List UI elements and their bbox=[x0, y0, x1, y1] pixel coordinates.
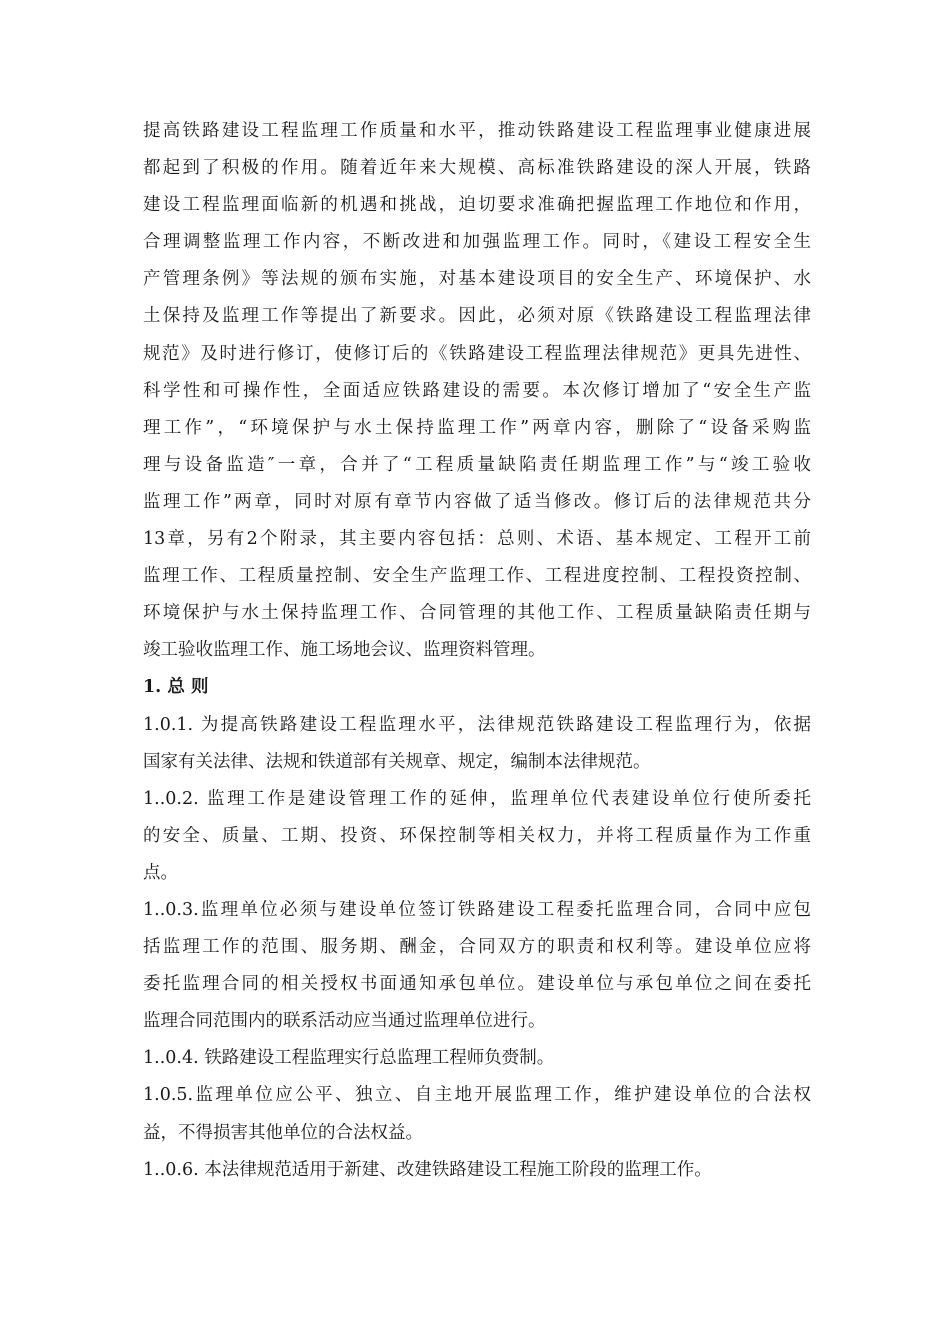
text-line: 都起到了积极的作用。随着近年来大规模、高标准铁路建设的深人开展，铁路 bbox=[143, 158, 811, 179]
text-line: 点。 bbox=[143, 862, 178, 883]
text-line: 土保持及监理工作等提出了新要求。因此，必须对原《铁路建设工程监理法律 bbox=[143, 306, 811, 327]
text-line: 1.0.1. 为提高铁路建设工程监理水平，法律规范铁路建设工程监理行为，依据 bbox=[143, 714, 811, 735]
text-line: 1.0.5.监理单位应公平、独立、自主地开展监理工作，维护建设单位的合法权 bbox=[143, 1085, 811, 1106]
text-line: 环境保护与水土保持监理工作、合同管理的其他工作、工程质量缺陷责任期与 bbox=[143, 603, 811, 624]
text-line: 13章，另有2个附录，其主要内容包括：总则、术语、基本规定、工程开工前 bbox=[143, 529, 811, 550]
text-line: 国家有关法律、法规和铁道部有关规章、规定，编制本法律规范。 bbox=[143, 751, 651, 772]
text-line: 1..0.2. 监理工作是建设管理工作的延伸，监理单位代表建设单位行使所委托 bbox=[143, 788, 811, 809]
text-line: 1..0.6. 本法律规范适用于新建、改建铁路建设工程施工阶段的监理工作。 bbox=[143, 1159, 712, 1180]
text-line: 益，不得损害其他单位的合法权益。 bbox=[143, 1122, 423, 1143]
text-line: 1..0.4. 铁路建设工程监理实行总监理工程师负赍制。 bbox=[143, 1048, 555, 1069]
text-line: 建设工程监理面临新的机遇和挑战，迫切要求准确把握监理工作地位和作用， bbox=[143, 195, 811, 216]
text-line: 提高铁路建设工程监理工作质量和水平，推动铁路建设工程监理事业健康进展 bbox=[143, 121, 811, 141]
document-body bbox=[143, 113, 811, 1189]
section-heading: 1. 总 则 bbox=[143, 677, 209, 698]
text-line: 委托监理合同的相关授权书面通知承包单位。建设单位与承包单位之间在委托 bbox=[143, 974, 811, 995]
text-line: 合理调整监理工作内容，不断改进和加强监理工作。同时，《建设工程安全生 bbox=[143, 232, 811, 253]
text-line: 竣工验收监理工作、施工场地会议、监理资料管理。 bbox=[143, 640, 546, 661]
text-line: 监理合同范围内的联系活动应当通过监理单位进行。 bbox=[143, 1011, 546, 1032]
text-line: 监理工作、工程质量控制、安全生产监理工作、工程进度控制、工程投资控制、 bbox=[143, 566, 811, 587]
text-line: 产管理条例》等法规的颁布实施，对基本建设项目的安全生产、环境保护、水 bbox=[143, 269, 811, 290]
text-line: 监理工作”两章，同时对原有章节内容做了适当修改。修订后的法律规范共分 bbox=[143, 491, 811, 512]
text-line: 科学性和可操作性，全面适应铁路建设的需要。本次修订增加了“安全生产监 bbox=[143, 380, 811, 401]
text-line: 理工作”，“环境保护与水土保持监理工作”两章内容，删除了“设备采购监 bbox=[143, 417, 811, 438]
text-line: 理与设备监造″一章，合并了“工程质量缺陷责任期监理工作”与“竣工验收 bbox=[143, 454, 811, 475]
text-line: 括监理工作的范围、服务期、酬金，合同双方的职责和权利等。建设单位应将 bbox=[143, 937, 811, 958]
text-line: 的安全、质量、工期、投资、环保控制等相关权力，并将工程质量作为工作重 bbox=[143, 825, 811, 846]
text-line: 1..0.3.监理单位必须与建设单位签订铁路建设工程委托监理合同，合同中应包 bbox=[143, 899, 811, 920]
text-line: 规范》及时进行修订，使修订后的《铁路建设工程监理法律规范》更具先进性、 bbox=[143, 343, 811, 364]
